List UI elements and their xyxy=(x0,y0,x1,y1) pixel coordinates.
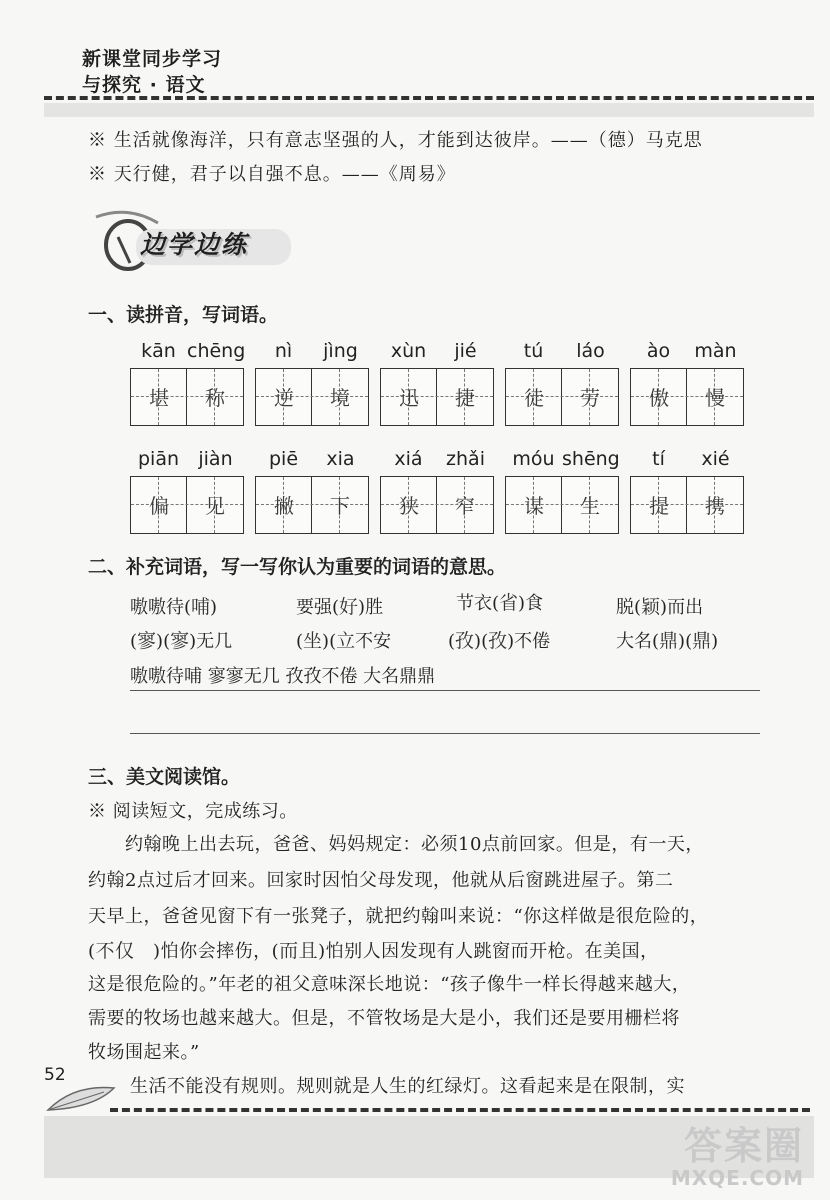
fill-answer[interactable]: 孜 xyxy=(488,630,508,652)
written-char: 境 xyxy=(330,386,350,410)
pinyin: nì xyxy=(274,340,293,362)
pinyin: xùn xyxy=(390,340,427,362)
written-char: 携 xyxy=(705,494,725,518)
passage-line: 生活不能没有规则。规则就是人生的红绿灯。这看起来是在限制，实 xyxy=(130,1076,685,1097)
written-char: 谋 xyxy=(524,494,544,518)
watermark-url: MXQE.COM xyxy=(670,1166,804,1190)
char-box[interactable] xyxy=(630,368,744,426)
answer-rule xyxy=(130,733,760,734)
answer-rule xyxy=(130,690,760,691)
written-char: 劳 xyxy=(580,386,600,410)
section2-title: 二、补充词语，写一写你认为重要的词语的意思。 xyxy=(88,556,507,578)
char-box[interactable] xyxy=(255,368,369,426)
fill-item: 要强(好)胜 xyxy=(296,596,384,618)
pinyin: chēng xyxy=(187,340,246,362)
reading-instruction: ※ 阅读短文，完成练习。 xyxy=(88,801,298,822)
fill-item: 节衣(省)食 xyxy=(456,592,544,614)
passage-line: 约翰晚上出去玩，爸爸、妈妈规定：必须10点前回家。但是，有一天， xyxy=(88,834,704,855)
written-char: 窄 xyxy=(455,494,475,518)
section-badge xyxy=(88,205,298,275)
char-box[interactable] xyxy=(130,368,244,426)
written-char: 迅 xyxy=(399,386,419,410)
fill-answer[interactable]: 省 xyxy=(499,592,519,614)
fill-answer[interactable]: 而且 xyxy=(279,940,319,962)
written-char: 狭 xyxy=(399,494,419,518)
pinyin: xiá xyxy=(394,448,423,470)
passage-line: 这是很危险的。”年老的祖父意味深长地说：“孩子像牛一样长得越来越大， xyxy=(88,974,691,995)
written-char: 提 xyxy=(649,494,669,518)
fill-item: 大名(鼎)(鼎) xyxy=(616,630,719,652)
fill-item: 脱(颖)而出 xyxy=(616,596,704,618)
header-band xyxy=(44,103,814,117)
footer-divider xyxy=(110,1108,810,1112)
section3-title: 三、美文阅读馆。 xyxy=(88,766,241,788)
passage-line: 约翰2点过后才回来。回家时因怕父母发现，他就从后窗跳进屋子。第二 xyxy=(88,870,674,891)
char-box[interactable] xyxy=(630,476,744,534)
pinyin: jiàn xyxy=(198,448,233,470)
fill-answer[interactable]: 坐 xyxy=(303,630,323,652)
watermark-text: 答案圈 xyxy=(683,1124,804,1168)
fill-item: (孜)(孜)不倦 xyxy=(448,630,551,652)
fill-answer[interactable]: 颖 xyxy=(641,596,661,618)
fill-item: (寥)(寥)无几 xyxy=(130,630,233,652)
header-divider xyxy=(44,96,814,100)
pinyin: kān xyxy=(141,340,176,362)
fill-answer[interactable]: 哺 xyxy=(191,596,211,618)
fill-answer[interactable]: 寥 xyxy=(170,630,190,652)
written-char: 偏 xyxy=(149,494,169,518)
pinyin: shēng xyxy=(562,448,620,470)
char-box[interactable] xyxy=(380,476,494,534)
pinyin: ào xyxy=(646,340,671,362)
written-char: 称 xyxy=(205,386,225,410)
written-char: 慢 xyxy=(705,386,725,410)
watermark xyxy=(671,1126,804,1190)
fill-answer[interactable]: 好 xyxy=(339,596,359,618)
pinyin: jié xyxy=(454,340,477,362)
pinyin: zhǎi xyxy=(446,448,485,470)
pinyin: tí xyxy=(652,448,665,470)
passage-line: 天早上，爸爸见窗下有一张凳子，就把约翰叫来说：“你这样做是很危险的， xyxy=(88,906,709,927)
fill-answer[interactable]: 寥 xyxy=(137,630,157,652)
fill-answer[interactable]: 孜 xyxy=(455,630,475,652)
written-char: 下 xyxy=(330,494,350,518)
char-box[interactable] xyxy=(380,368,494,426)
pinyin: piē xyxy=(268,448,299,470)
fill-item: 嗷嗷待(哺) xyxy=(130,596,218,618)
passage-line-with-blanks: (不仅 )怕你会摔伤，(而且)怕别人因发现有人跳窗而开枪。在美国， xyxy=(88,940,659,962)
written-char: 逆 xyxy=(274,386,294,410)
fill-answer[interactable]: 鼎 xyxy=(659,630,679,652)
fill-answer[interactable]: 立 xyxy=(336,630,356,652)
written-char: 堪 xyxy=(149,386,169,410)
book-title-line2: 与探究 · 语文 xyxy=(82,74,206,96)
pinyin: tú xyxy=(523,340,544,362)
written-char: 徒 xyxy=(524,386,544,410)
section1-title: 一、读拼音，写词语。 xyxy=(88,304,279,326)
written-char: 捷 xyxy=(455,386,475,410)
written-char: 傲 xyxy=(649,386,669,410)
book-title-line1: 新课堂同步学习 xyxy=(82,48,223,70)
written-char: 见 xyxy=(205,494,225,518)
pinyin: jìng xyxy=(323,340,358,362)
pinyin: piān xyxy=(137,448,180,470)
passage-line: 牧场围起来。” xyxy=(88,1042,200,1063)
pinyin: móu xyxy=(512,448,555,470)
pinyin: xia xyxy=(326,448,355,470)
char-box[interactable] xyxy=(505,476,619,534)
pinyin: xié xyxy=(701,448,730,470)
pinyin: màn xyxy=(694,340,737,362)
fill-answer[interactable]: 鼎 xyxy=(692,630,712,652)
passage-line: 需要的牧场也越来越大。但是，不管牧场是大是小，我们还是要用栅栏将 xyxy=(88,1008,680,1029)
quote-zhouyi: ※ 天行健，君子以自强不息。——《周易》 xyxy=(88,164,456,185)
written-char: 撇 xyxy=(274,494,294,518)
meaning-answer[interactable]: 嗷嗷待哺 寥寥无几 孜孜不倦 大名鼎鼎 xyxy=(130,666,436,687)
char-box[interactable] xyxy=(130,476,244,534)
char-box[interactable] xyxy=(505,368,619,426)
written-char: 生 xyxy=(580,494,600,518)
page-number: 52 xyxy=(44,1065,66,1085)
quote-marx: ※ 生活就像海洋，只有意志坚强的人，才能到达彼岸。——（德）马克思 xyxy=(88,130,703,151)
pinyin: láo xyxy=(576,340,605,362)
fill-item: (坐)(立不安 xyxy=(296,630,392,652)
badge-label: 边学边练 xyxy=(140,230,249,259)
fill-answer[interactable]: 不仅 xyxy=(95,940,135,962)
char-box[interactable] xyxy=(255,476,369,534)
